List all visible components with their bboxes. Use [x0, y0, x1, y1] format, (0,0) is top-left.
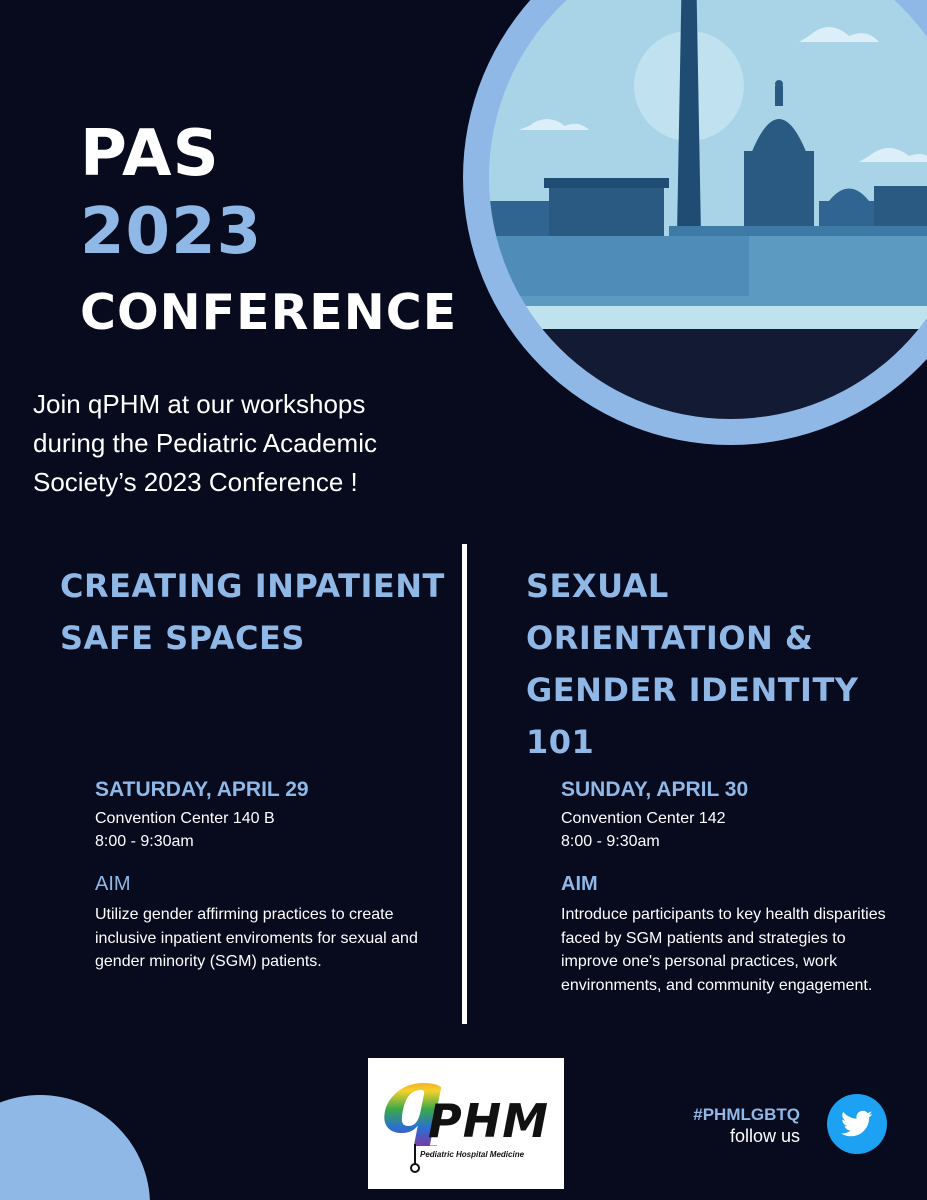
workshop-2-aim-text: Introduce participants to key health disparities faced by SGM patients and strategies to improve one's personal practices, work environments, and community engagement.	[561, 906, 886, 994]
intro-text: Join qPHM at our workshops during the Pediatric Academic Society’s 2023 Conference !	[33, 389, 377, 497]
logo-name: PHM	[428, 1094, 549, 1148]
workshop-2-aim-label: AIM	[561, 873, 598, 895]
hashtag: #PHMLGBTQ	[693, 1105, 800, 1124]
twitter-button[interactable]	[827, 1094, 887, 1154]
workshop-2-date: SUNDAY, APRIL 30	[561, 778, 749, 801]
column-divider	[462, 544, 467, 1024]
follow-us-text: follow us	[729, 1126, 800, 1146]
title-pas: PAS	[80, 117, 220, 191]
stethoscope-icon	[408, 1144, 422, 1174]
skyline-illustration-frame	[463, 0, 927, 445]
workshop-1-location: Convention Center 140 B	[95, 810, 275, 827]
workshop-2-location: Convention Center 142	[561, 810, 726, 827]
workshop-1-aim-label: AIM	[95, 873, 131, 895]
skyline-illustration	[489, 0, 927, 419]
title-year: 2023	[80, 195, 263, 269]
logo-q-mark: q	[380, 1046, 445, 1154]
workshop-2-title: SEXUAL ORIENTATION & GENDER IDENTITY 101	[526, 567, 859, 761]
workshop-1-title: CREATING INPATIENT SAFE SPACES	[60, 567, 445, 657]
title-conference: CONFERENCE	[80, 284, 458, 341]
logo-tagline: Pediatric Hospital Medicine	[420, 1150, 525, 1159]
washington-skyline-image	[489, 0, 927, 419]
workshop-2-time: 8:00 - 9:30am	[561, 833, 660, 850]
workshop-1-date: SATURDAY, APRIL 29	[95, 778, 309, 801]
decorative-circle	[0, 1095, 150, 1200]
qphm-logo	[368, 1046, 564, 1189]
twitter-bird-icon	[841, 1110, 873, 1138]
workshop-1-time: 8:00 - 9:30am	[95, 833, 194, 850]
workshop-1-aim-text: Utilize gender affirming practices to create inclusive inpatient enviroments for sexual and gender minority (SGM) patients.	[95, 906, 418, 970]
